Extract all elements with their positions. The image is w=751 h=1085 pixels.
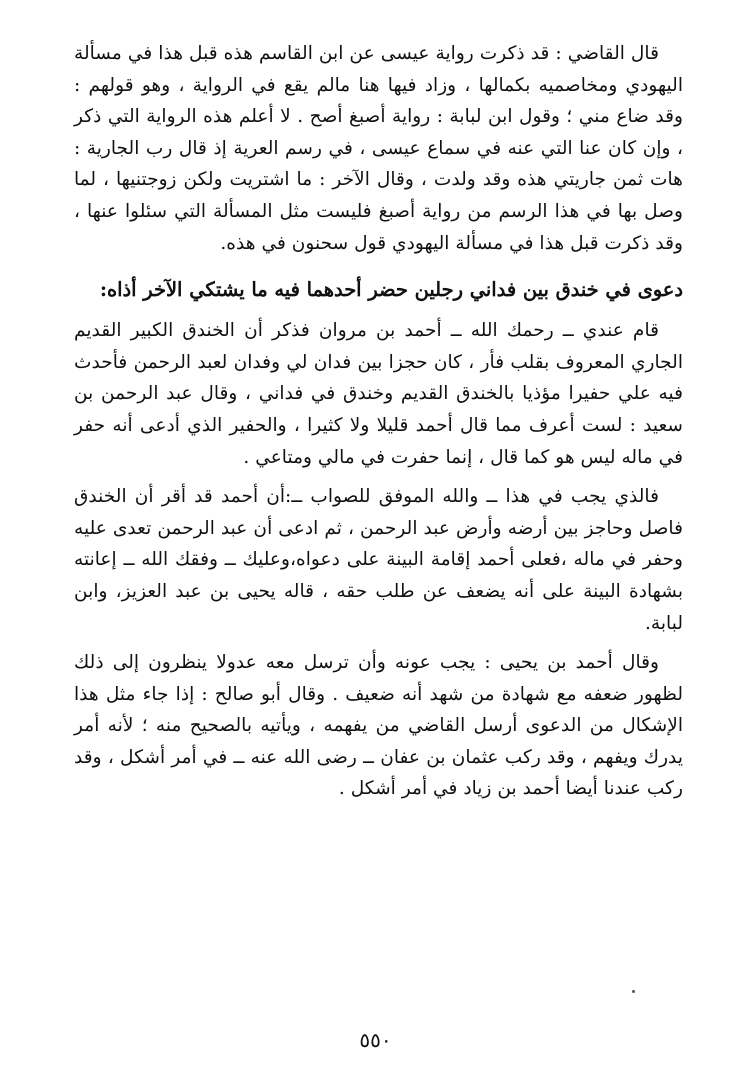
section-heading: دعوى في خندق بين فداني رجلين حضر أحدهما فيه ما يشتكي الآخر أذاه: — [99, 278, 683, 302]
page-number: ٥٥٠ — [359, 1028, 392, 1052]
stray-dot — [632, 990, 635, 993]
body-paragraph-1: قام عندي ــ رحمك الله ــ أحمد بن مروان فذكر أن الخندق الكبير القديم الجاري المعروف بقلب فأر ، كان حجزا بين فدان لي وفدان لعبد الرحمن فأحدث فيه علي حفيرا مؤذيا بالخندق القديم وخندق في فداني ، وقال عبد الرحمن بن سعيد : لست أعرف مما قال أحمد قليلا ولا كثيرا ، والحفير الذي أدعى أنه حفر في ماله ليس هو كما قال ، إنما حفرت في مالي ومتاعي . — [74, 320, 683, 468]
body-paragraph-3: وقال أحمد بن يحيى : يجب عونه وأن ترسل معه عدولا ينظرون إلى ذلك لظهور ضعفه مع شهادة من شهد أنه ضعيف . وقال أبو صالح : إذا جاء مثل هذا الإشكال من الدعوى أرسل القاضي من يفهمه ، ويأتيه بالصحيح منه ؛ لأنه أمر يدرك ويفهم ، وقد ركب عثمان بن عفان ــ رضى الله عنه ــ في أمر أشكل ، وقد ركب عندنا أيضا أحمد بن زياد في أمر أشكل . — [74, 652, 683, 800]
opening-paragraph: قال القاضي : قد ذكرت رواية عيسى عن ابن القاسم هذه قبل هذا في مسألة اليهودي ومخاصميه بكمالها ، وزاد فيها هنا مالم يقع في الرواية ، وهو قولهم : وقد ضاع مني ؛ وقول ابن لبابة : رواية أصبغ أصح . لا أعلم هذه الرواية التي ذكر ، وإن كان عنا التي عنه في سماع عيسى ، في رسم العرية إذ قال رب الجارية : هات ثمن جاريتي هذه وقد ولدت ، وقال الآخر : ما اشتريت ولكن زوجتنيها ، لما وصل بها في هذا الرسم من رواية أصبغ فليست مثل المسألة التي سئلوا عنها ، وقد ذكرت قبل هذا في مسألة اليهودي قول سحنون في هذه. — [74, 43, 683, 254]
body-paragraph-2: فالذي يجب في هذا ــ والله الموفق للصواب ــ:أن أحمد قد أقر أن الخندق فاصل وحاجز بين أرضه وأرض عبد الرحمن ، ثم ادعى أن عبد الرحمن تعدى عليه وحفر في ماله ،فعلى أحمد إقامة البينة على دعواه،وعليك ــ وفقك الله ــ إعانته بشهادة البينة على أنه يضعف عن طلب حقه ، قاله يحيى بن عبد العزيز، وابن لبابة. — [74, 486, 683, 634]
